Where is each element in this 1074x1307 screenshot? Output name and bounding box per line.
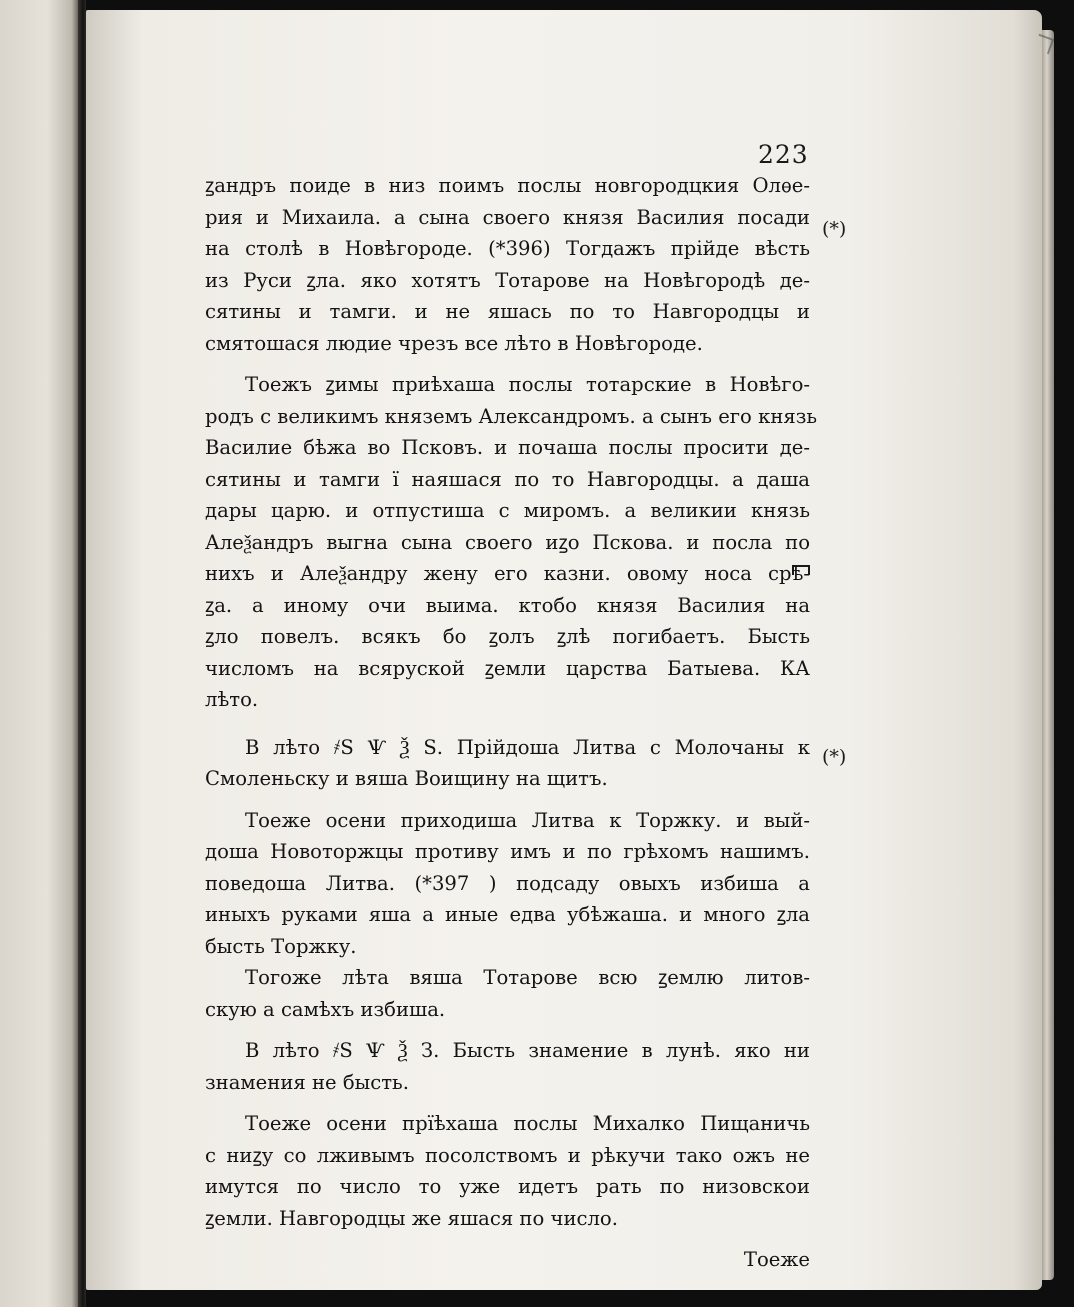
text-line: Василие бѣжа во Псковъ. и почаша послы просити де- — [205, 436, 810, 459]
text-line: ꙁандръ поиде в низ поимъ послы новгородцкия Олѳе- — [205, 174, 810, 197]
text-line: бысть Торжку. — [205, 934, 357, 958]
paragraph-6 — [205, 1108, 810, 1234]
text-line: с ниꙁу со лживымъ посолствомъ и рѣкучи тако ожъ не — [205, 1143, 810, 1167]
page-stack-edge — [1042, 30, 1054, 1280]
text-line: доша Новоторжцы противу имъ и по грѣхомъ нашимъ. — [205, 840, 810, 863]
text-line: на столѣ в Новѣгороде. (*396) Тогдажъ прійде вѣсть — [205, 237, 810, 260]
text-line: лѣто. — [205, 688, 259, 711]
text-line: нихъ и Алеѯандру жену его казни. овому носа срѣ- — [205, 562, 810, 585]
paragraph-2 — [205, 369, 818, 716]
text-line: Тогоже лѣта вяша Тотарове всю ꙁемлю литов- — [245, 966, 810, 989]
text-line: Тоежъ ꙁимы приѣхаша послы тотарские в Новѣго- — [245, 373, 810, 396]
text-line: из Руси ꙁла. яко хотятъ Тотарове на Новѣгородѣ де- — [205, 268, 810, 292]
text-line: В лѣто ҂Ѕ Ѱ Ѯ Ѕ. Прійдоша Литва с Молочаны к — [245, 735, 810, 759]
paragraph-5 — [205, 1035, 810, 1098]
text-line: ꙁло повелъ. всякъ бо ꙁолъ ꙁлѣ погибаетъ. Бысть — [205, 625, 810, 648]
text-line: рия и Михаила. а сына своего князя Василия посади — [205, 205, 810, 229]
text-line: сятины и тамги ї наяшася по то Навгородцы. а даша — [205, 467, 810, 491]
text-line: ꙁа. а иному очи выима. ктобо князя Василия на — [205, 593, 810, 617]
text-line: родъ с великимъ княземъ Александромъ. а сынъ его князь — [205, 404, 818, 428]
text-line: числомъ на всяруской ꙁемли царства Батыева. КА — [205, 656, 810, 680]
margin-note-397: (*) — [822, 746, 847, 768]
text-line: Тоеже осени приходиша Литва к Торжку. и вый- — [245, 808, 810, 832]
text-line: Тоеже осени прїѣхаша послы Михалко Пищаничь — [245, 1112, 810, 1135]
text-line: имутся по число то уже идетъ рать по низовскои — [205, 1175, 810, 1198]
margin-note-396: (*) — [822, 218, 847, 240]
text-line: иныхъ руками яша а иные едва убѣжаша. и много ꙁла — [205, 903, 810, 926]
book-gutter — [78, 0, 86, 1307]
text-block — [205, 170, 818, 1276]
text-line: Смоленьску и вяша Воищину на щитъ. — [205, 767, 608, 790]
text-line: знамения не бысть. — [205, 1070, 409, 1094]
catchword: Тоеже — [743, 1248, 810, 1271]
text-line: скую а самѣхъ избиша. — [205, 997, 446, 1021]
text-line: сятины и тамги. и не яшась по то Навгородцы и — [205, 300, 810, 323]
text-line: поведоша Литва. (*397 ) подсаду овыхъ избиша а — [205, 871, 810, 895]
paragraph-1 — [205, 170, 810, 359]
facing-page-edge — [0, 0, 78, 1307]
text-line: дары царю. и отпустиша с миромъ. а великии князь — [205, 499, 810, 522]
text-line: смятошася людие чрезъ все лѣто в Новѣгороде. — [205, 331, 703, 355]
page-number: 223 — [758, 140, 809, 169]
text-line: ꙁемли. Навгородцы же яшася по число. — [205, 1206, 618, 1230]
text-line: Алеѯандръ выгна сына своего иꙁо Пскова. и посла по — [205, 530, 810, 554]
text-line: В лѣто ҂Ѕ Ѱ Ѯ З. Бысть знамение в лунѣ. яко ни — [245, 1039, 810, 1062]
paragraph-3 — [205, 732, 810, 795]
paragraph-4 — [205, 805, 810, 1026]
